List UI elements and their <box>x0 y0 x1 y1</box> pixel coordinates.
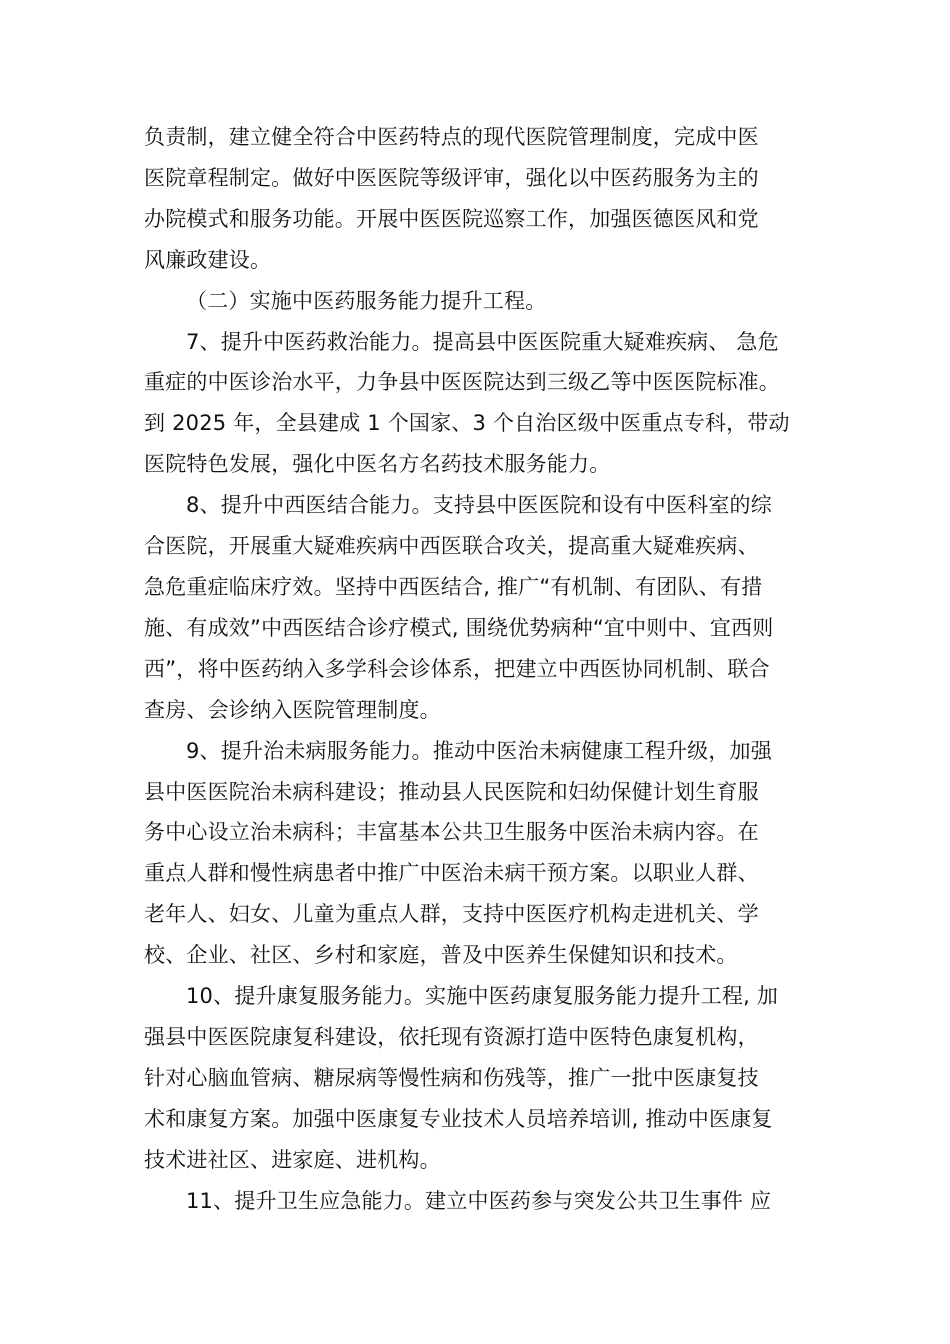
text-line: 西”，将中医药纳入多学科会诊体系，把建立中西医协同机制、联合 <box>144 656 770 681</box>
text-line: 务中心设立治未病科；丰富基本公共卫生服务中医治未病内容。在 <box>144 820 759 845</box>
text-line: 老年人、妇女、儿童为重点人群，支持中医医疗机构走进机关、学 <box>144 902 759 927</box>
paragraph-item-8 <box>144 485 814 730</box>
text-line: 急危重症临床疗效。坚持中西医结合, 推广“有机制、有团队、有措 <box>144 574 763 599</box>
text-line: 到 2025 年，全县建成 1 个国家、3 个自治区级中医重点专科，带动 <box>144 411 790 436</box>
text-line: 重点人群和慢性病患者中推广中医治未病干预方案。以职业人群、 <box>144 861 759 886</box>
text-line: 查房、会诊纳入医院管理制度。 <box>144 697 441 722</box>
text-line: 重症的中医诊治水平，力争县中医医院达到三级乙等中医医院标准。 <box>144 370 780 395</box>
text-line: 针对心脑血管病、糖尿病等慢性病和伤残等，推广一批中医康复技 <box>144 1065 759 1090</box>
text-line: 办院模式和服务功能。开展中医医院巡察工作，加强医德医风和党 <box>144 206 759 231</box>
text-line: （二）实施中医药服务能力提升工程。 <box>186 288 547 313</box>
text-line: 7、提升中医药救治能力。提高县中医医院重大疑难疾病、 急危 <box>186 329 779 354</box>
text-line: 10、提升康复服务能力。实施中医药康复服务能力提升工程, 加 <box>186 984 779 1009</box>
paragraph-item-9 <box>144 731 814 976</box>
paragraph-item-7 <box>144 322 814 486</box>
document-body <box>144 117 814 1221</box>
text-line: 8、提升中西医结合能力。支持县中医医院和设有中医科室的综 <box>186 493 772 518</box>
text-line: 合医院，开展重大疑难疾病中西医联合攻关，提高重大疑难疾病、 <box>144 534 759 559</box>
section-heading <box>144 281 814 322</box>
text-line: 施、有成效”中西医结合诊疗模式, 围绕优势病种“宜中则中、宜西则 <box>144 615 774 640</box>
text-line: 风廉政建设。 <box>144 247 272 272</box>
text-line: 医院特色发展，强化中医名方名药技术服务能力。 <box>144 452 611 477</box>
text-line: 校、企业、社区、乡村和家庭，普及中医养生保健知识和技术。 <box>144 943 738 968</box>
text-line: 医院章程制定。做好中医医院等级评审，强化以中医药服务为主的 <box>144 165 759 190</box>
text-line: 11、提升卫生应急能力。建立中医药参与突发公共卫生事件 应 <box>186 1188 772 1213</box>
text-line: 负责制，建立健全符合中医药特点的现代医院管理制度，完成中医 <box>144 125 759 149</box>
text-line: 县中医医院治未病科建设；推动县人民医院和妇幼保健计划生育服 <box>144 779 759 804</box>
text-line: 技术进社区、进家庭、进机构。 <box>144 1147 441 1172</box>
text-line: 术和康复方案。加强中医康复专业技术人员培养培训, 推动中医康复 <box>144 1106 773 1131</box>
paragraph-item-10 <box>144 976 814 1181</box>
paragraph-item-11 <box>144 1181 814 1222</box>
text-line: 9、提升治未病服务能力。推动中医治未病健康工程升级，加强 <box>186 738 772 763</box>
paragraph-management-system <box>144 117 814 281</box>
text-line: 强县中医医院康复科建设，依托现有资源打造中医特色康复机构， <box>144 1024 759 1049</box>
